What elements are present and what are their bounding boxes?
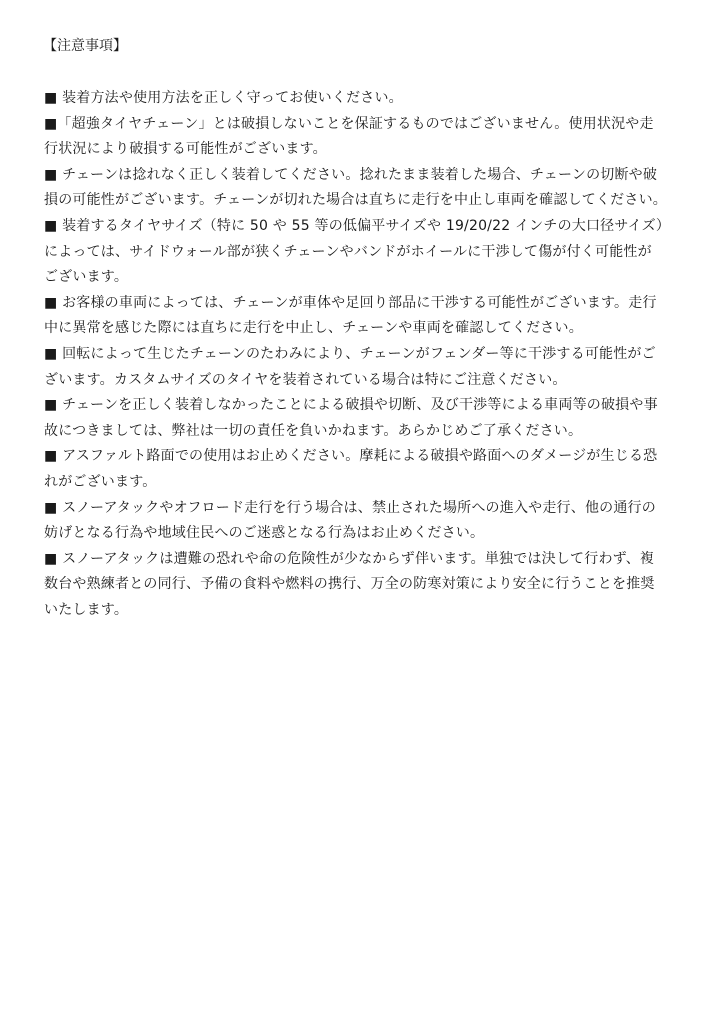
notice-line: ■ スノーアタックやオフロード走行を行う場合は、禁止された場所への進入や走行、他の通行の: [44, 499, 656, 516]
notice-line: 故につきましては、弊社は一切の責任を負いかねます。あらかじめご了承ください。: [44, 422, 583, 439]
notice-line: ■ アスファルト路面での使用はお止めください。摩耗による破損や路面へのダメージが生じる恐: [44, 448, 658, 465]
notice-line: 中に異常を感じた際には直ちに走行を中止し、チェーンや車両を確認してください。: [44, 320, 583, 337]
notice-line: 妨げとなる行為や地域住民へのご迷惑となる行為はお止めください。: [44, 525, 485, 542]
notice-line: によっては、サイドウォール部が狭くチェーンやバンドがホイールに干渉して傷が付く可能性が: [44, 243, 652, 260]
notice-line: ■「超強タイヤチェーン」とは破損しないことを保証するものではございません。使用状況や走: [44, 115, 654, 132]
notice-line: れがございます。: [44, 473, 157, 490]
notice-line: ■ チェーンは捻れなく正しく装着してください。捻れたまま装着した場合、チェーンの切断や破: [44, 166, 658, 183]
notice-line: 行状況により破損する可能性がございます。: [44, 141, 327, 158]
notice-line: ざいます。カスタムサイズのタイヤを装着されている場合は特にご注意ください。: [44, 371, 567, 388]
notice-list: [44, 86, 684, 623]
notice-line: 損の可能性がございます。チェーンが切れた場合は直ちに走行を中止し車両を確認してください。: [44, 192, 667, 209]
notice-line: ■ 装着するタイヤサイズ（特に 50 や 55 等の低偏平サイズや 19/20/22 インチの大口径サイズ）: [44, 217, 671, 234]
page-heading: 【注意事項】: [43, 38, 127, 54]
notice-line: ■ 回転によって生じたチェーンのたわみにより、チェーンがフェンダー等に干渉する可能性がご: [44, 345, 656, 362]
notice-line: 数台や熟練者との同行、予備の食料や燃料の携行、万全の防寒対策により安全に行うことを推奨: [44, 576, 655, 593]
notice-line: ■ 装着方法や使用方法を正しく守ってお使いください。: [44, 90, 403, 106]
notice-line: ■ お客様の車両によっては、チェーンが車体や足回り部品に干渉する可能性がございます。走行: [44, 294, 657, 311]
notice-line: ございます。: [44, 269, 129, 286]
notice-line: ■ スノーアタックは遭難の恐れや命の危険性が少なからず伴います。単独では決して行わず、複: [44, 550, 655, 567]
notice-line: ■ チェーンを正しく装着しなかったことによる破損や切断、及び干渉等による車両等の破損や事: [44, 397, 658, 414]
notice-line: いたします。: [44, 601, 129, 618]
